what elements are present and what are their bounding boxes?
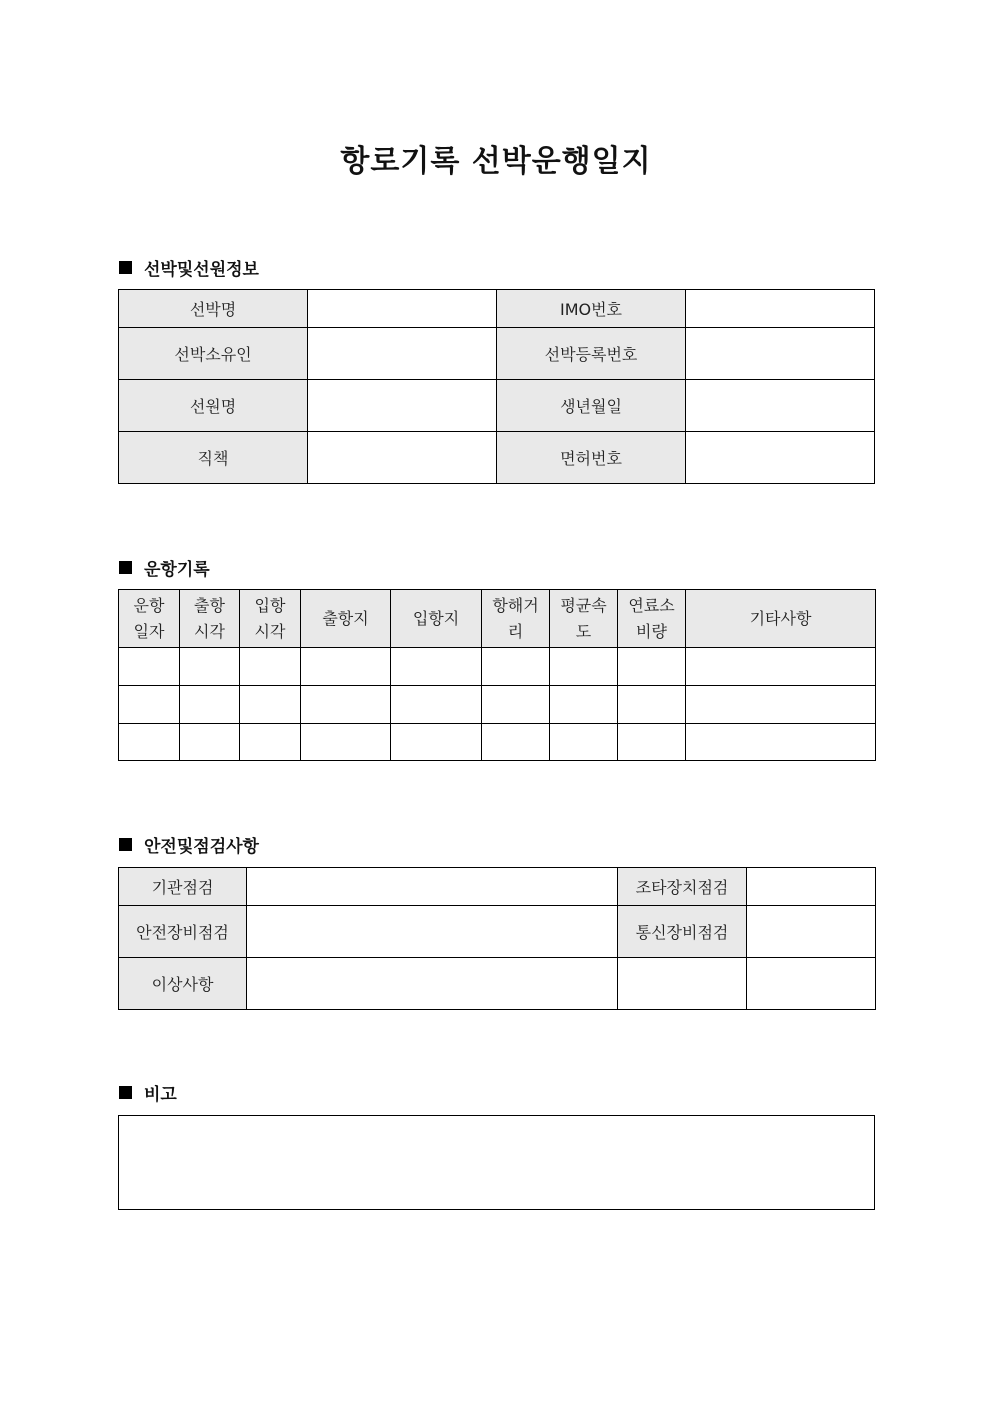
table-row (119, 328, 875, 380)
section-heading-voyage-log (119, 555, 210, 580)
imo-number-field[interactable] (686, 290, 875, 328)
cell-voyage-date[interactable] (119, 648, 180, 686)
license-number-field[interactable] (686, 432, 875, 484)
cell-distance[interactable] (482, 648, 550, 686)
vessel-name-field[interactable] (308, 290, 497, 328)
col-header-arrival-time: 입항 시각 (240, 590, 301, 648)
cell-arrival-port[interactable] (391, 648, 482, 686)
steering-check-label: 조타장치점검 (618, 868, 747, 906)
table-row (119, 432, 875, 484)
section-title: 운항기록 (144, 560, 210, 580)
cell-departure-time[interactable] (180, 648, 240, 686)
section-heading-remarks (119, 1080, 177, 1105)
section-title: 선박및선원정보 (144, 260, 259, 280)
square-bullet-icon (119, 838, 132, 851)
document-title: 항로기록 선박운행일지 (340, 144, 652, 179)
cell-arrival-time[interactable] (240, 648, 301, 686)
cell-departure-time[interactable] (180, 724, 240, 761)
comms-equipment-check-label: 통신장비점검 (618, 906, 747, 958)
vessel-name-label: 선박명 (119, 290, 308, 328)
cell-departure-port[interactable] (301, 686, 391, 724)
birth-date-field[interactable] (686, 380, 875, 432)
table-row (119, 958, 876, 1010)
cell-arrival-port[interactable] (391, 724, 482, 761)
license-number-label: 면허번호 (497, 432, 686, 484)
cell-notes[interactable] (686, 648, 876, 686)
crew-name-label: 선원명 (119, 380, 308, 432)
col-header-arrival-port: 입항지 (391, 590, 482, 648)
cell-notes[interactable] (686, 724, 876, 761)
table-row (119, 906, 876, 958)
vessel-owner-field[interactable] (308, 328, 497, 380)
vessel-owner-label: 선박소유인 (119, 328, 308, 380)
table-row (119, 380, 875, 432)
cell-avg-speed[interactable] (550, 686, 618, 724)
cell-distance[interactable] (482, 724, 550, 761)
cell-departure-port[interactable] (301, 648, 391, 686)
col-header-fuel-consumption: 연료소 비량 (618, 590, 686, 648)
table-row (119, 648, 876, 686)
square-bullet-icon (119, 261, 132, 274)
position-label: 직책 (119, 432, 308, 484)
cell-departure-time[interactable] (180, 686, 240, 724)
cell-voyage-date[interactable] (119, 724, 180, 761)
registration-number-field[interactable] (686, 328, 875, 380)
section-title: 안전및점검사항 (144, 837, 259, 857)
table-row (119, 686, 876, 724)
extra-cell-right[interactable] (747, 958, 876, 1010)
col-header-departure-port: 출항지 (301, 590, 391, 648)
steering-check-field[interactable] (747, 868, 876, 906)
safety-inspection-table (118, 867, 876, 1010)
safety-equipment-check-field[interactable] (247, 906, 618, 958)
col-header-distance: 항해거 리 (482, 590, 550, 648)
birth-date-label: 생년월일 (497, 380, 686, 432)
cell-avg-speed[interactable] (550, 724, 618, 761)
col-header-notes: 기타사항 (686, 590, 876, 648)
cell-fuel-consumption[interactable] (618, 686, 686, 724)
anomalies-field[interactable] (247, 958, 618, 1010)
cell-arrival-time[interactable] (240, 724, 301, 761)
section-heading-safety-inspection (119, 832, 259, 857)
cell-notes[interactable] (686, 686, 876, 724)
extra-cell-left[interactable] (618, 958, 747, 1010)
cell-avg-speed[interactable] (550, 648, 618, 686)
voyage-log-table (118, 589, 876, 761)
safety-equipment-check-label: 안전장비점검 (119, 906, 247, 958)
remarks-field[interactable] (118, 1115, 875, 1210)
crew-name-field[interactable] (308, 380, 497, 432)
cell-fuel-consumption[interactable] (618, 648, 686, 686)
cell-fuel-consumption[interactable] (618, 724, 686, 761)
table-header-row (119, 590, 876, 648)
cell-arrival-time[interactable] (240, 686, 301, 724)
section-heading-vessel-crew (119, 255, 259, 280)
square-bullet-icon (119, 561, 132, 574)
col-header-departure-time: 출항 시각 (180, 590, 240, 648)
col-header-avg-speed: 평균속 도 (550, 590, 618, 648)
cell-distance[interactable] (482, 686, 550, 724)
table-row (119, 290, 875, 328)
cell-arrival-port[interactable] (391, 686, 482, 724)
engine-check-label: 기관점검 (119, 868, 247, 906)
comms-equipment-check-field[interactable] (747, 906, 876, 958)
registration-number-label: 선박등록번호 (497, 328, 686, 380)
col-header-voyage-date: 운항 일자 (119, 590, 180, 648)
anomalies-label: 이상사항 (119, 958, 247, 1010)
vessel-crew-table (118, 289, 875, 484)
cell-departure-port[interactable] (301, 724, 391, 761)
engine-check-field[interactable] (247, 868, 618, 906)
imo-number-label: IMO번호 (497, 290, 686, 328)
cell-voyage-date[interactable] (119, 686, 180, 724)
table-row (119, 868, 876, 906)
square-bullet-icon (119, 1086, 132, 1099)
section-title: 비고 (144, 1085, 177, 1105)
position-field[interactable] (308, 432, 497, 484)
table-row (119, 724, 876, 761)
